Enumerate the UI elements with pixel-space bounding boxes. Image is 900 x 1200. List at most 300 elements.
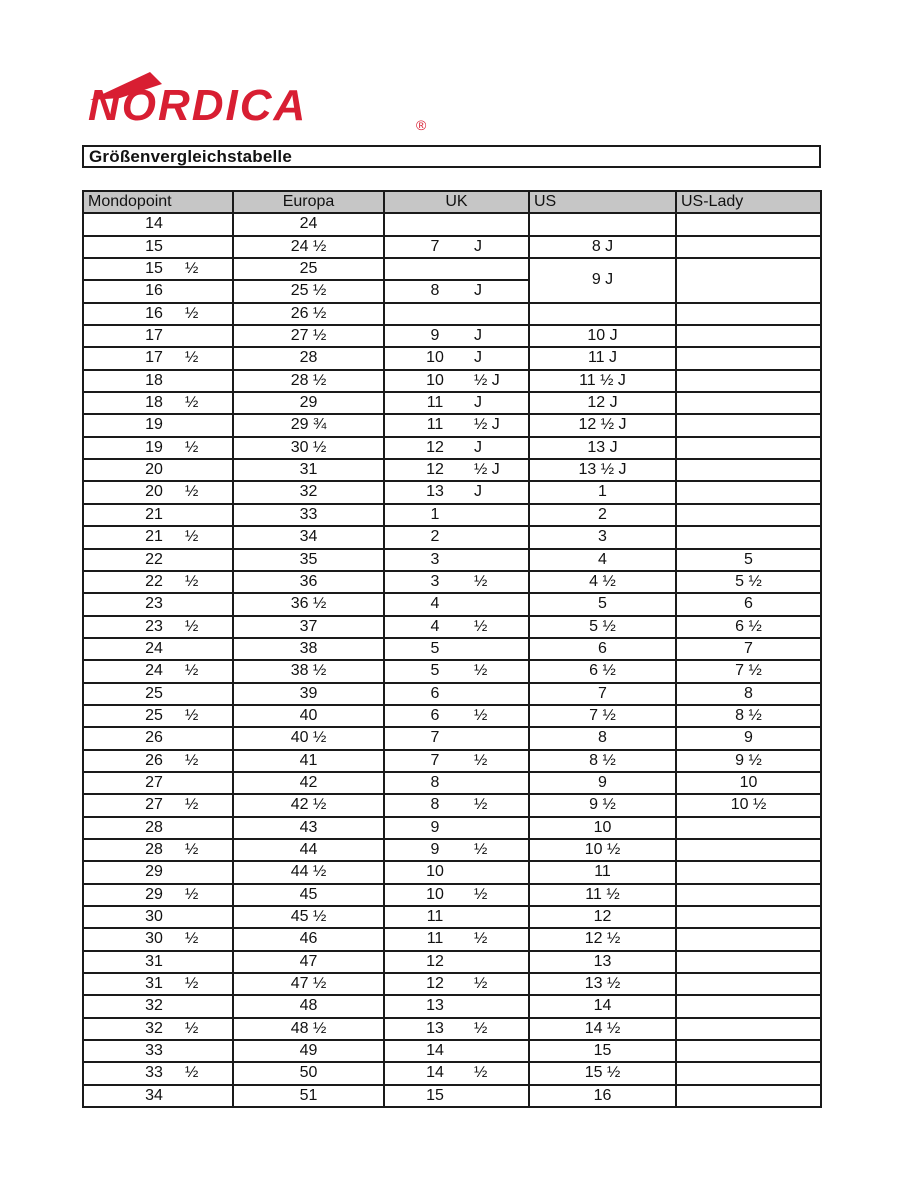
uk-number: 11 (426, 908, 444, 925)
uk-cell (384, 928, 529, 950)
mondopoint-cell (83, 906, 233, 928)
us-lady-cell (676, 303, 821, 325)
europa-cell: 34 (233, 526, 384, 548)
uk-suffix: ½ J (474, 461, 500, 479)
europa-cell: 24 ½ (233, 236, 384, 258)
column-header-europa: Europa (233, 191, 384, 213)
mondopoint-fraction: ½ (185, 1019, 199, 1037)
mondopoint-fraction: ½ (185, 796, 199, 814)
table-row (83, 437, 821, 459)
table-row (83, 906, 821, 928)
us-lady-cell (676, 951, 821, 973)
uk-suffix: J (474, 327, 482, 345)
mondopoint-cell (83, 727, 233, 749)
mondopoint-number: 15 (145, 237, 163, 255)
europa-cell: 29 (233, 392, 384, 414)
table-body (83, 213, 821, 1107)
us-lady-cell (676, 839, 821, 861)
mondopoint-number: 16 (145, 282, 163, 300)
europa-cell: 29 ¾ (233, 414, 384, 436)
mondopoint-fraction: ½ (185, 260, 199, 278)
europa-cell: 45 (233, 884, 384, 906)
uk-number: 11 (426, 930, 444, 948)
europa-cell: 28 ½ (233, 370, 384, 392)
uk-number: 10 (426, 371, 444, 389)
us-cell: 8 ½ (529, 750, 676, 772)
us-lady-cell: 7 ½ (676, 660, 821, 682)
uk-number: 10 (426, 885, 444, 903)
uk-suffix: ½ (474, 662, 488, 680)
mondopoint-cell (83, 705, 233, 727)
us-lady-cell: 8 (676, 683, 821, 705)
uk-number: 14 (426, 1064, 444, 1082)
mondopoint-number: 30 (145, 930, 163, 948)
us-lady-cell (676, 213, 821, 235)
us-lady-cell (676, 459, 821, 481)
us-lady-cell (676, 526, 821, 548)
mondopoint-number: 22 (145, 550, 163, 568)
europa-cell: 49 (233, 1040, 384, 1062)
page-title: Größenvergleichstabelle (82, 145, 821, 168)
uk-cell (384, 660, 529, 682)
table-row (83, 526, 821, 548)
uk-suffix: ½ (474, 885, 488, 903)
us-cell: 12 J (529, 392, 676, 414)
europa-cell: 33 (233, 504, 384, 526)
mondopoint-cell (83, 549, 233, 571)
mondopoint-number: 24 (145, 639, 163, 657)
europa-cell: 47 ½ (233, 973, 384, 995)
mondopoint-fraction: ½ (185, 930, 199, 948)
uk-number: 3 (430, 550, 440, 568)
us-lady-cell: 8 ½ (676, 705, 821, 727)
us-cell (529, 213, 676, 235)
uk-number: 7 (430, 729, 440, 747)
us-lady-cell: 6 (676, 593, 821, 615)
table-row (83, 794, 821, 816)
us-lady-cell (676, 884, 821, 906)
mondopoint-cell (83, 303, 233, 325)
mondopoint-cell (83, 1062, 233, 1084)
table-row (83, 258, 821, 280)
us-lady-cell (676, 504, 821, 526)
europa-cell: 36 (233, 571, 384, 593)
mondopoint-cell (83, 884, 233, 906)
mondopoint-cell (83, 437, 233, 459)
table-row (83, 414, 821, 436)
mondopoint-number: 21 (145, 505, 163, 523)
us-cell: 7 (529, 683, 676, 705)
table-row (83, 392, 821, 414)
mondopoint-cell (83, 660, 233, 682)
table-row (83, 616, 821, 638)
column-header-mondopoint: Mondopoint (83, 191, 233, 213)
table-row (83, 459, 821, 481)
mondopoint-number: 28 (145, 818, 163, 836)
mondopoint-cell (83, 481, 233, 503)
mondopoint-cell (83, 861, 233, 883)
mondopoint-number: 15 (145, 260, 163, 278)
uk-number: 6 (430, 684, 440, 702)
uk-cell (384, 481, 529, 503)
mondopoint-number: 18 (145, 394, 163, 412)
mondopoint-number: 17 (145, 349, 163, 367)
uk-suffix: ½ (474, 706, 488, 724)
mondopoint-number: 18 (145, 371, 163, 389)
table-row (83, 817, 821, 839)
uk-cell (384, 772, 529, 794)
table-row (83, 683, 821, 705)
mondopoint-cell (83, 504, 233, 526)
table-row (83, 504, 821, 526)
us-lady-cell (676, 973, 821, 995)
uk-suffix: ½ J (474, 416, 500, 434)
uk-cell (384, 370, 529, 392)
uk-cell (384, 325, 529, 347)
us-cell: 15 ½ (529, 1062, 676, 1084)
mondopoint-number: 28 (145, 840, 163, 858)
us-lady-cell (676, 995, 821, 1017)
uk-number: 15 (426, 1086, 444, 1104)
us-cell: 15 (529, 1040, 676, 1062)
europa-cell: 44 (233, 839, 384, 861)
uk-suffix: ½ (474, 1064, 488, 1082)
mondopoint-number: 27 (145, 773, 163, 791)
mondopoint-number: 29 (145, 885, 163, 903)
mondopoint-cell (83, 817, 233, 839)
europa-cell: 38 (233, 638, 384, 660)
us-cell: 14 (529, 995, 676, 1017)
header-row (83, 191, 821, 213)
uk-cell (384, 414, 529, 436)
mondopoint-fraction: ½ (185, 706, 199, 724)
table-row (83, 303, 821, 325)
us-cell: 12 ½ J (529, 414, 676, 436)
table-row (83, 593, 821, 615)
table-row (83, 951, 821, 973)
mondopoint-number: 25 (145, 684, 163, 702)
us-cell: 12 (529, 906, 676, 928)
uk-number: 4 (430, 595, 440, 613)
us-lady-cell: 10 ½ (676, 794, 821, 816)
mondopoint-number: 34 (145, 1086, 163, 1104)
mondopoint-fraction: ½ (185, 885, 199, 903)
table-row (83, 549, 821, 571)
uk-number: 9 (430, 818, 440, 836)
mondopoint-number: 24 (145, 662, 163, 680)
table-header (83, 191, 821, 213)
uk-suffix: ½ (474, 975, 488, 993)
uk-number: 8 (430, 773, 440, 791)
us-lady-cell: 9 (676, 727, 821, 749)
mondopoint-fraction: ½ (185, 572, 199, 590)
uk-cell (384, 1040, 529, 1062)
nordica-logo (86, 70, 436, 134)
uk-cell (384, 1018, 529, 1040)
us-cell: 4 ½ (529, 571, 676, 593)
europa-cell: 42 ½ (233, 794, 384, 816)
uk-number: 5 (430, 662, 440, 680)
us-cell: 13 J (529, 437, 676, 459)
uk-suffix: J (474, 282, 482, 300)
table-row (83, 325, 821, 347)
uk-number: 11 (426, 394, 444, 412)
mondopoint-fraction: ½ (185, 840, 199, 858)
europa-cell: 47 (233, 951, 384, 973)
column-header-uk: UK (384, 191, 529, 213)
mondopoint-number: 33 (145, 1064, 163, 1082)
mondopoint-cell (83, 995, 233, 1017)
table-row (83, 1018, 821, 1040)
mondopoint-cell (83, 794, 233, 816)
mondopoint-cell (83, 1085, 233, 1107)
us-lady-cell (676, 1085, 821, 1107)
us-cell: 11 ½ J (529, 370, 676, 392)
uk-number: 14 (426, 1042, 444, 1060)
us-cell: 6 (529, 638, 676, 660)
mondopoint-cell (83, 772, 233, 794)
uk-cell (384, 459, 529, 481)
us-cell: 5 (529, 593, 676, 615)
uk-cell (384, 392, 529, 414)
size-table (82, 190, 822, 1108)
table-row (83, 750, 821, 772)
us-lady-cell (676, 906, 821, 928)
uk-cell (384, 951, 529, 973)
europa-cell: 40 (233, 705, 384, 727)
us-cell: 13 (529, 951, 676, 973)
mondopoint-cell (83, 347, 233, 369)
mondopoint-number: 26 (145, 729, 163, 747)
europa-cell: 25 (233, 258, 384, 280)
uk-cell (384, 1062, 529, 1084)
mondopoint-cell (83, 370, 233, 392)
uk-cell (384, 258, 529, 280)
us-lady-cell (676, 258, 821, 303)
mondopoint-cell (83, 414, 233, 436)
table-row (83, 705, 821, 727)
uk-cell (384, 504, 529, 526)
mondopoint-fraction: ½ (185, 304, 199, 322)
uk-cell (384, 973, 529, 995)
table-row (83, 1062, 821, 1084)
uk-suffix: ½ (474, 617, 488, 635)
table-row (83, 660, 821, 682)
mondopoint-number: 22 (145, 572, 163, 590)
mondopoint-cell (83, 526, 233, 548)
mondopoint-cell (83, 750, 233, 772)
uk-suffix: ½ (474, 572, 488, 590)
uk-number: 9 (430, 327, 440, 345)
mondopoint-cell (83, 973, 233, 995)
us-lady-cell: 6 ½ (676, 616, 821, 638)
logo-registered-mark: ® (416, 117, 427, 133)
uk-cell (384, 526, 529, 548)
uk-suffix: ½ (474, 930, 488, 948)
table-row (83, 973, 821, 995)
mondopoint-fraction: ½ (185, 975, 199, 993)
table-row (83, 236, 821, 258)
us-cell: 2 (529, 504, 676, 526)
uk-cell (384, 638, 529, 660)
uk-suffix: ½ J (474, 371, 500, 389)
mondopoint-number: 19 (145, 438, 163, 456)
uk-cell (384, 437, 529, 459)
uk-cell (384, 571, 529, 593)
us-cell: 5 ½ (529, 616, 676, 638)
uk-cell (384, 593, 529, 615)
mondopoint-number: 23 (145, 617, 163, 635)
uk-cell (384, 213, 529, 235)
us-lady-cell: 9 ½ (676, 750, 821, 772)
uk-cell (384, 347, 529, 369)
column-header-us-lady: US-Lady (676, 191, 821, 213)
mondopoint-cell (83, 325, 233, 347)
uk-number: 9 (430, 840, 440, 858)
uk-number: 2 (430, 528, 440, 546)
mondopoint-fraction: ½ (185, 483, 199, 501)
mondopoint-fraction: ½ (185, 662, 199, 680)
uk-suffix: J (474, 237, 482, 255)
table-row (83, 839, 821, 861)
mondopoint-fraction: ½ (185, 528, 199, 546)
us-lady-cell (676, 1040, 821, 1062)
mondopoint-number: 27 (145, 796, 163, 814)
uk-cell (384, 236, 529, 258)
table-row (83, 213, 821, 235)
uk-number: 11 (426, 416, 444, 434)
mondopoint-cell (83, 459, 233, 481)
uk-cell (384, 750, 529, 772)
mondopoint-fraction: ½ (185, 349, 199, 367)
mondopoint-cell (83, 638, 233, 660)
table-row (83, 884, 821, 906)
uk-number: 1 (430, 505, 440, 523)
mondopoint-number: 17 (145, 327, 163, 345)
europa-cell: 43 (233, 817, 384, 839)
us-cell: 12 ½ (529, 928, 676, 950)
uk-number: 8 (430, 282, 440, 300)
table-row (83, 727, 821, 749)
mondopoint-number: 31 (145, 952, 163, 970)
europa-cell: 28 (233, 347, 384, 369)
us-lady-cell (676, 437, 821, 459)
uk-number: 12 (426, 975, 444, 993)
mondopoint-cell (83, 593, 233, 615)
uk-number: 6 (430, 706, 440, 724)
mondopoint-cell (83, 839, 233, 861)
europa-cell: 50 (233, 1062, 384, 1084)
mondopoint-fraction: ½ (185, 1064, 199, 1082)
europa-cell: 32 (233, 481, 384, 503)
mondopoint-number: 14 (145, 215, 163, 233)
uk-cell (384, 303, 529, 325)
us-cell: 6 ½ (529, 660, 676, 682)
europa-cell: 45 ½ (233, 906, 384, 928)
mondopoint-fraction: ½ (185, 617, 199, 635)
uk-number: 4 (430, 617, 440, 635)
mondopoint-number: 32 (145, 997, 163, 1015)
us-lady-cell (676, 370, 821, 392)
table-row (83, 481, 821, 503)
us-cell: 9 J (529, 258, 676, 303)
us-cell: 8 J (529, 236, 676, 258)
europa-cell: 35 (233, 549, 384, 571)
uk-cell (384, 794, 529, 816)
table-row (83, 995, 821, 1017)
us-lady-cell: 7 (676, 638, 821, 660)
mondopoint-cell (83, 213, 233, 235)
uk-cell (384, 839, 529, 861)
mondopoint-cell (83, 683, 233, 705)
mondopoint-cell (83, 928, 233, 950)
us-cell: 11 (529, 861, 676, 883)
europa-cell: 25 ½ (233, 280, 384, 302)
us-cell: 9 ½ (529, 794, 676, 816)
us-cell: 11 J (529, 347, 676, 369)
uk-number: 5 (430, 639, 440, 657)
mondopoint-cell (83, 951, 233, 973)
uk-number: 13 (426, 997, 444, 1015)
europa-cell: 48 (233, 995, 384, 1017)
us-cell: 3 (529, 526, 676, 548)
us-lady-cell (676, 347, 821, 369)
uk-cell (384, 705, 529, 727)
europa-cell: 40 ½ (233, 727, 384, 749)
us-lady-cell: 5 (676, 549, 821, 571)
mondopoint-cell (83, 392, 233, 414)
us-cell: 16 (529, 1085, 676, 1107)
uk-suffix: ½ (474, 796, 488, 814)
uk-suffix: J (474, 394, 482, 412)
uk-cell (384, 683, 529, 705)
us-lady-cell (676, 392, 821, 414)
mondopoint-cell (83, 571, 233, 593)
us-lady-cell (676, 236, 821, 258)
uk-number: 8 (430, 796, 440, 814)
us-cell: 11 ½ (529, 884, 676, 906)
mondopoint-number: 16 (145, 304, 163, 322)
mondopoint-cell (83, 280, 233, 302)
logo-wordmark-text: NORDICA (88, 81, 308, 130)
us-cell: 10 ½ (529, 839, 676, 861)
us-cell: 14 ½ (529, 1018, 676, 1040)
uk-number: 7 (430, 237, 440, 255)
uk-suffix: J (474, 483, 482, 501)
uk-cell (384, 995, 529, 1017)
europa-cell: 48 ½ (233, 1018, 384, 1040)
table-row (83, 347, 821, 369)
uk-suffix: ½ (474, 751, 488, 769)
uk-cell (384, 817, 529, 839)
mondopoint-number: 32 (145, 1019, 163, 1037)
mondopoint-number: 29 (145, 863, 163, 881)
mondopoint-cell (83, 236, 233, 258)
table-row (83, 861, 821, 883)
mondopoint-cell (83, 258, 233, 280)
mondopoint-number: 25 (145, 706, 163, 724)
uk-cell (384, 616, 529, 638)
uk-number: 10 (426, 349, 444, 367)
mondopoint-number: 30 (145, 908, 163, 925)
europa-cell: 30 ½ (233, 437, 384, 459)
uk-cell (384, 884, 529, 906)
europa-cell: 27 ½ (233, 325, 384, 347)
mondopoint-number: 31 (145, 975, 163, 993)
us-cell: 10 J (529, 325, 676, 347)
us-lady-cell: 10 (676, 772, 821, 794)
table-row (83, 638, 821, 660)
